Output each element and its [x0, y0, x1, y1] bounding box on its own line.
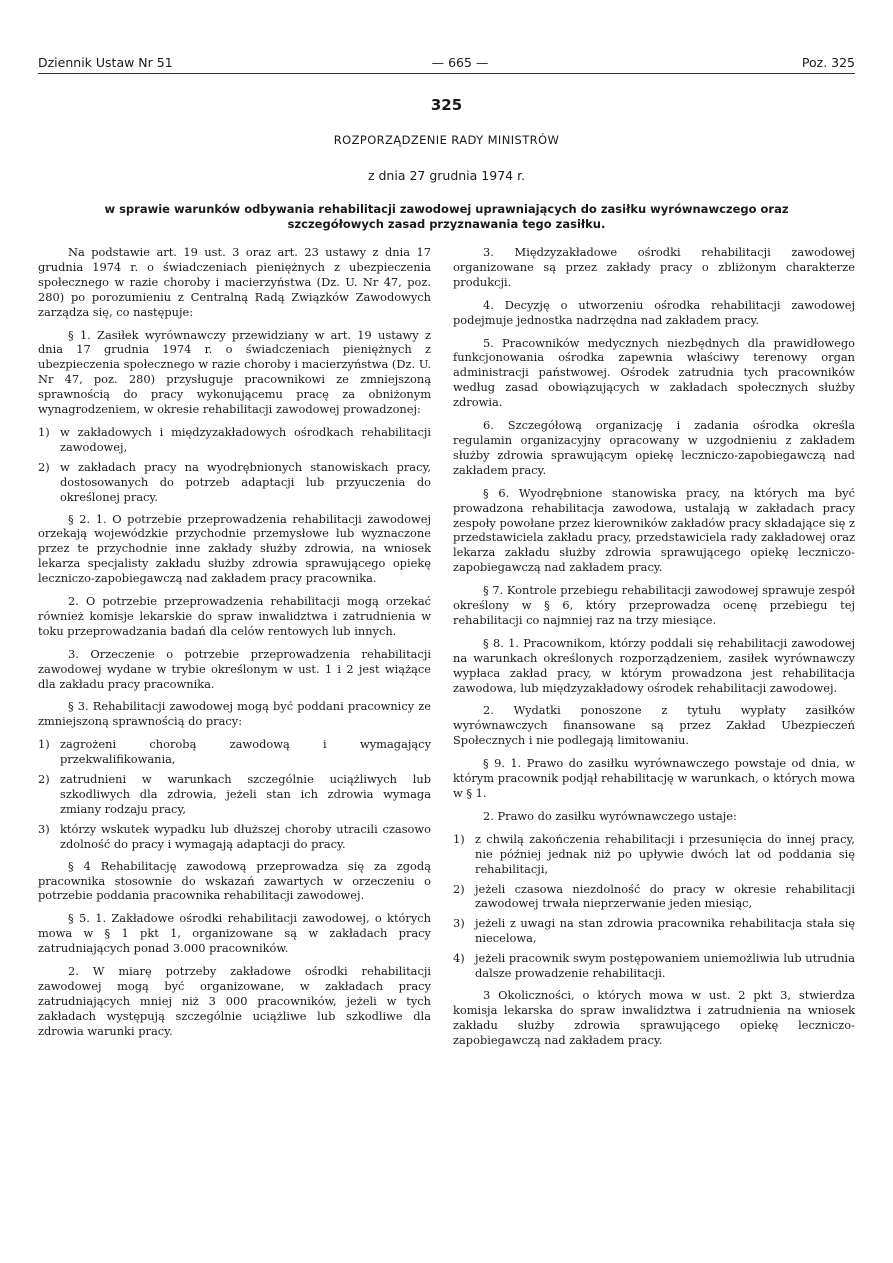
list-item — [38, 425, 431, 455]
paragraph-5-6: 6. Szczegółową organizację i zadania ośrodka określa regulamin organizacyjny opracowany w uzgodnieniu z zakładem służby zdrowia sprawującym opiekę leczniczo-zapobiegawczą nad zakładem pracy. — [453, 418, 855, 477]
list-item-text: zagrożeni chorobą zawodową i wymagający przekwalifikowania, — [60, 737, 431, 767]
list-item-text: w zakładach pracy na wyodrębnionych stanowiskach pracy, dostosowanych do potrzeb adaptacji lub przyuczenia do określonej pracy. — [60, 459, 431, 504]
paragraph-3: § 3. Rehabilitacji zawodowej mogą być poddani pracownicy ze zmniejszoną sprawnością do pracy: — [38, 699, 431, 729]
paragraph-5-2: 2. W miarę potrzeby zakładowe ośrodki rehabilitacji zawodowej mogą być organizowane, w zakładach pracy zatrudniających mniej niż 3 000 pracowników, jeżeli w tych zakładach występują szczególnie uciążliwe lub szkodliwe dla zdrowia warunki pracy. — [38, 964, 431, 1038]
position-number: 325 — [430, 96, 463, 114]
paragraph-4: § 4 Rehabilitację zawodową przeprowadza się za zgodą pracownika stosownie do wskazań zawartych w orzeczeniu o potrzebie poddania pracownika rehabilitacji zawodowej. — [38, 858, 431, 903]
list-item-text: jeżeli pracownik swym postępowaniem uniemożliwia lub utrudnia dalsze prowadzenie rehabilitacji. — [475, 951, 855, 981]
list-item — [453, 882, 855, 912]
list-item — [453, 951, 855, 981]
act-type: ROZPORZĄDZENIE RADY MINISTRÓW — [333, 133, 560, 147]
paragraph-8-1: § 8. 1. Pracownikom, którzy poddali się rehabilitacji zawodowej na warunkach określonych rozporządzeniem, zasiłek wyrównawczy wypłaca zakład pracy, w którym prowadzona jest rehabilitacja zawodowa, lub międzyzakładowy ośrodek rehabilitacji zawodowej. — [453, 635, 855, 695]
right-column — [453, 245, 855, 1056]
list-item-text: jeżeli z uwagi na stan zdrowia pracownika rehabilitacja stała się niecelowa, — [475, 916, 855, 946]
list-item-text: w zakładowych i międzyzakładowych ośrodkach rehabilitacji zawodowej, — [60, 424, 431, 454]
list-marker: 4) — [453, 951, 465, 966]
list-marker: 1) — [38, 424, 50, 439]
journal-name: Dziennik Ustaw Nr 51 — [38, 55, 173, 70]
act-date: z dnia 27 grudnia 1974 r. — [367, 168, 526, 183]
list-item-text: którzy wskutek wypadku lub dłuższej choroby utracili czasowo zdolność do pracy i wymagają adaptacji do pracy. — [60, 821, 431, 851]
list-item-text: zatrudnieni w warunkach szczególnie uciążliwych lub szkodliwych dla zdrowia, jeżeli stan ich zdrowia wymaga zmiany rodzaju pracy, — [60, 772, 431, 816]
list-marker: 3) — [38, 821, 50, 836]
running-header — [38, 52, 855, 72]
list-item — [38, 460, 431, 505]
paragraph-1: § 1. Zasiłek wyrównawczy przewidziany w art. 19 ustawy z dnia 17 grudnia 1974 r. o świadczeniach pieniężnych z ubezpieczenia społecznego w razie choroby i macierzyństwa (Dz. U. Nr 47, poz. 280) przysługuje pracownikowi ze zmniejszoną sprawnością do pracy wykonującemu pracę za obniżonym wynagrodzeniem, w okresie rehabilitacji zawodowej prowadzonej: — [38, 327, 431, 417]
list-marker: 3) — [453, 916, 465, 931]
left-column — [38, 245, 431, 1047]
paragraph-9-2-list — [453, 832, 855, 981]
list-marker: 1) — [453, 831, 465, 846]
paragraph-2-1: § 2. 1. O potrzebie przeprowadzenia rehabilitacji zawodowej orzekają wojewódzkie przychodnie przemysłowe lub wyznaczone przez te przychodnie inne zakłady służby zdrowia, na wniosek lekarza specjalisty zakładu służby zdrowia sprawującego opiekę leczniczo-zapobiegawczą nad zakładem pracy pracownika. — [38, 511, 431, 586]
list-item — [38, 772, 431, 817]
list-item-text: jeżeli czasowa niezdolność do pracy w okresie rehabilitacji zawodowej trwała nieprzerwanie jeden miesiąc, — [475, 881, 855, 911]
document-page — [38, 52, 855, 1047]
paragraph-5-3: 3. Międzyzakładowe ośrodki rehabilitacji zawodowej organizowane są przez zakłady pracy o zbliżonym charakterze produkcji. — [453, 245, 855, 289]
position-reference: Poz. 325 — [801, 55, 855, 70]
paragraph-2-2: 2. O potrzebie przeprowadzenia rehabilitacji mogą orzekać również komisje lekarskie do spraw inwalidztwa i zatrudnienia w toku przeprowadzania badań dla celów rentowych lub innych. — [38, 594, 431, 638]
paragraph-2-3: 3. Orzeczenie o potrzebie przeprowadzenia rehabilitacji zawodowej wydane w trybie określonym w ust. 1 i 2 jest wiążące dla zakładu pracy pracownika. — [38, 646, 431, 691]
list-marker: 2) — [38, 459, 50, 474]
list-item — [453, 916, 855, 946]
paragraph-8-2: 2. Wydatki ponoszone z tytułu wypłaty zasiłków wyrównawczych finansowane są przez Zakład Ubezpieczeń Społecznych i nie podlegają limitowaniu. — [453, 703, 855, 748]
paragraph-3-list — [38, 737, 431, 851]
paragraph-5-5: 5. Pracowników medycznych niezbędnych dla prawidłowego funkcjonowania ośrodka zapewnia właściwy terenowy organ administracji państwowej. Ośrodek zatrudnia tych pracowników według zasad obowiązujących w zakładach społecznych służby zdrowia. — [453, 335, 855, 410]
paragraph-9-3: 3 Okoliczności, o których mowa w ust. 2 pkt 3, stwierdza komisja lekarska do spraw inwalidztwa i zatrudnienia na wniosek zakładu służby zdrowia sprawującego opiekę leczniczo-zapobiegawczą nad zakładem pracy. — [453, 987, 855, 1047]
preamble: Na podstawie art. 19 ust. 3 oraz art. 23 ustawy z dnia 17 grudnia 1974 r. o świadczeniach pieniężnych z ubezpieczenia społecznego w razie choroby i macierzyństwa (Dz. U. Nr 47, poz. 280) po porozumieniu z Centralną Radą Związków Zawodowych zarządza się, co następuje: — [38, 245, 431, 319]
paragraph-1-list — [38, 425, 431, 505]
list-item — [38, 822, 431, 852]
paragraph-5-1: § 5. 1. Zakładowe ośrodki rehabilitacji zawodowej, o których mowa w § 1 pkt 1, organizowane są w zakładach pracy zatrudniających ponad 3.000 pracowników. — [38, 911, 431, 956]
list-marker: 2) — [38, 772, 50, 787]
paragraph-6: § 6. Wyodrębnione stanowiska pracy, na których ma być prowadzona rehabilitacja zawodowa, ustalają w zakładach pracy zespoły powołane przez kierowników zakładów pracy składające się z przedstawiciela zakładu pracy, przedstawiciela rady zakładowej oraz lekarza zakładu służby zdrowia sprawującego opiekę leczniczo-zapobiegawczą nad zakładem pracy. — [453, 485, 855, 575]
list-item — [453, 832, 855, 877]
list-item-text: z chwilą zakończenia rehabilitacji i przesunięcia do innej pracy, nie później jednak niż po upływie dwóch lat od poddania się rehabilitacji, — [475, 831, 855, 876]
paragraph-5-4: 4. Decyzję o utworzeniu ośrodka rehabilitacji zawodowej podejmuje jednostka nadrzędna nad zakładem pracy. — [453, 297, 855, 327]
list-marker: 2) — [453, 881, 465, 896]
act-title: w sprawie warunków odbywania rehabilitacji zawodowej uprawniających do zasiłku wyrównawczego oraz szczegółowych zasad przyznawania tego zasiłku. — [104, 202, 789, 231]
header-rule — [38, 73, 855, 74]
list-marker: 1) — [38, 737, 50, 752]
paragraph-9-1: § 9. 1. Prawo do zasiłku wyrównawczego powstaje od dnia, w którym pracownik podjął rehabilitację w warunkach, o których mowa w § 1. — [453, 756, 855, 800]
list-item — [38, 737, 431, 767]
paragraph-9-2: 2. Prawo do zasiłku wyrównawczego ustaje: — [483, 808, 737, 823]
page-number: — 665 — — [431, 55, 489, 70]
paragraph-7: § 7. Kontrole przebiegu rehabilitacji zawodowej sprawuje zespół określony w § 6, który przeprowadza ocenę przebiegu tej rehabilitacji co najmniej raz na trzy miesiące. — [453, 583, 855, 627]
